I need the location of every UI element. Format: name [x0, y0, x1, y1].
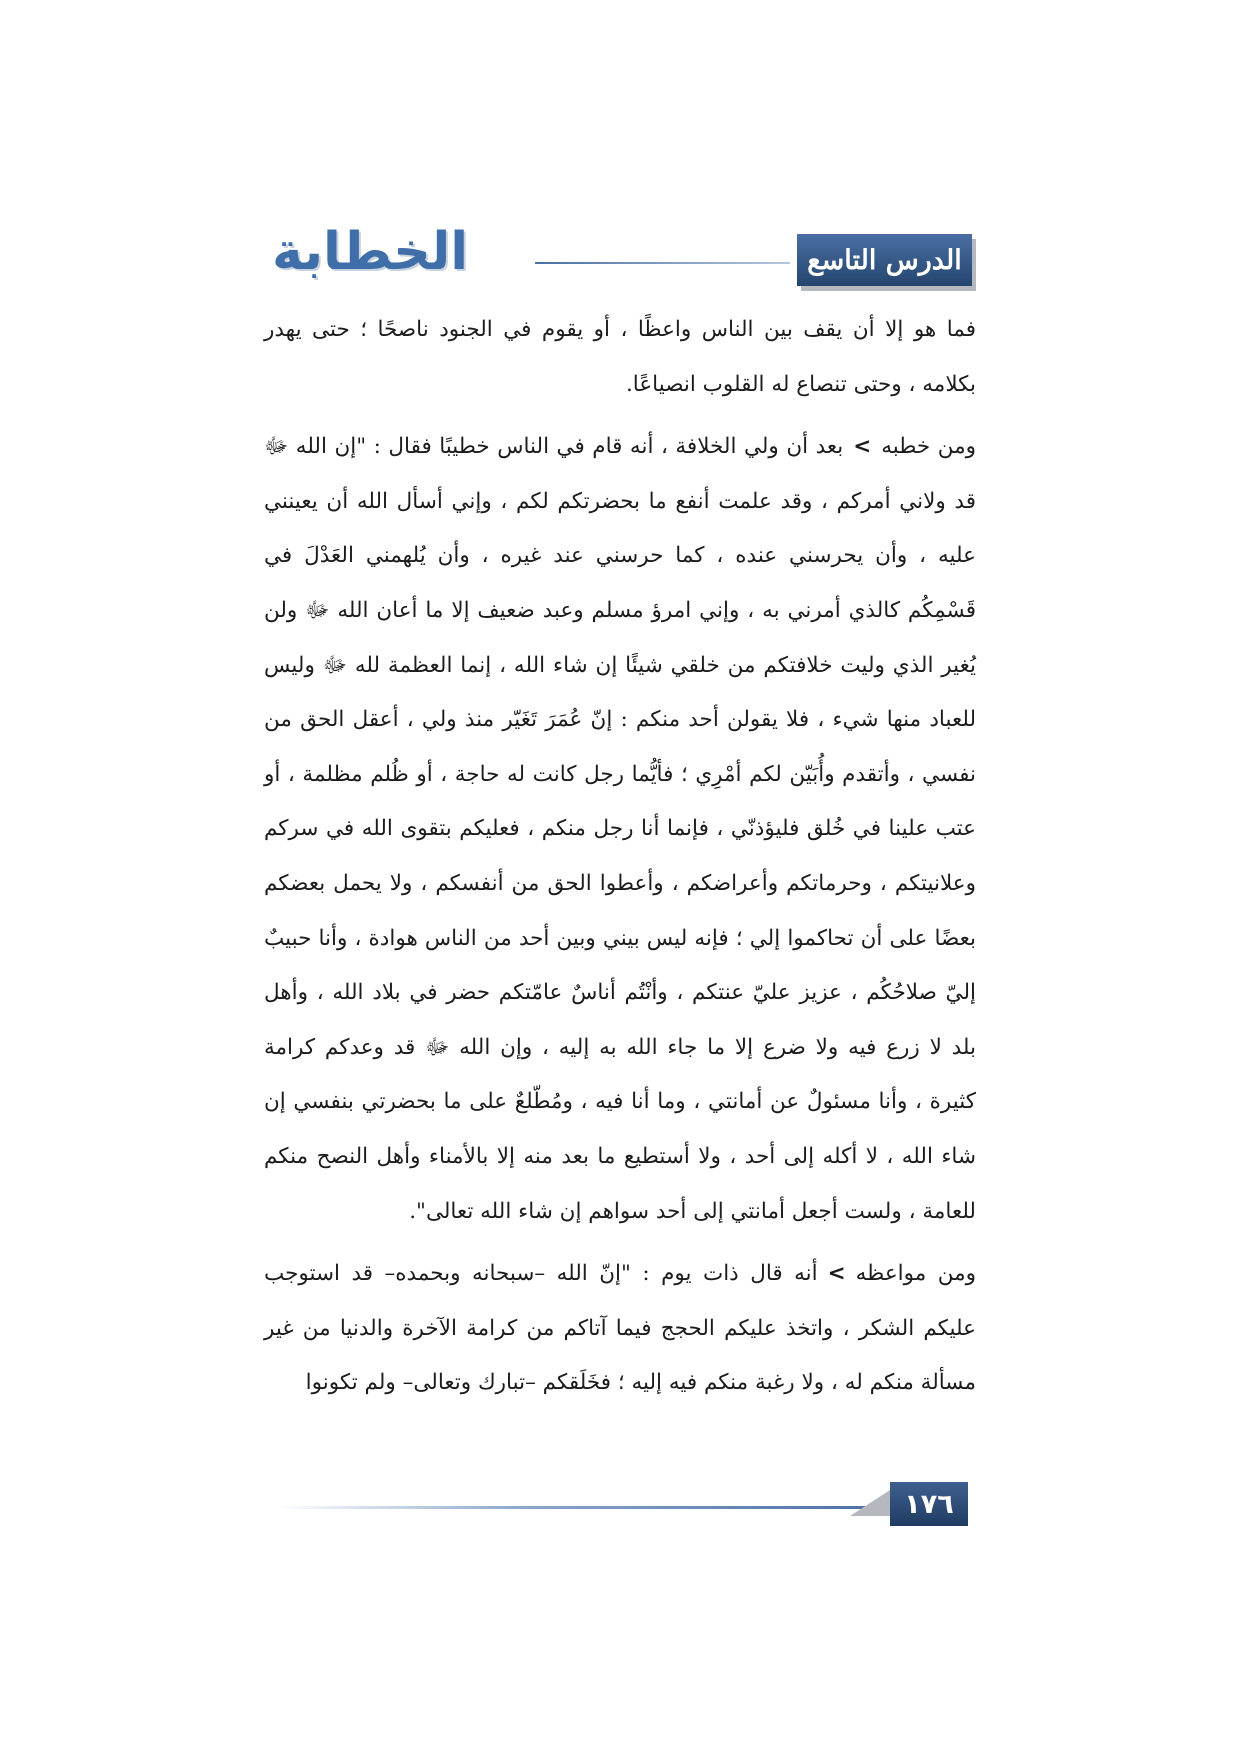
paragraph-3-lead: ومن مواعظه — [855, 1261, 976, 1287]
lesson-label: الدرس التاسع — [797, 234, 972, 286]
paragraph-2-text: بعد أن ولي الخلافة ، أنه قام في الناس خطيبًا فقال : "إن الله ﷻ قد ولاني أمركم ، وقد علمت أنفع ما بحضرتكم لكم ، وإني أسأل الله أن يعينني عليه ، وأن يحرسني عنده ، كما حرسني عند غيره ، وأن يُلهمني العَدْلَ في قَسْمِكُم كالذي أمرني به ، وإني امرؤ مسلم وعبد ضعيف إلا ما أعان الله ﷻ ولن يُغير الذي وليت خلافتكم من خلقي شيئًا إن شاء الله ، إنما العظمة لله ﷻ وليس للعباد منها شيء ، فلا يقولن أحد منكم : إنّ عُمَرَ تَغَيّر منذ ولي ، أعقل الحق من نفسي ، وأتقدم وأُبَيّن لكم أمْرِي ؛ فأيُّما رجل كانت له حاجة ، أو ظُلم مظلمة ، أو عتب علينا في خُلق فليؤذنّي ، فإنما أنا رجل منكم ، فعليكم بتقوى الله في سركم وعلانيتكم ، وحرماتكم وأعراضكم ، وأعطوا الحق من أنفسكم ، ولا يحمل بعضكم بعضًا على أن تحاكموا إلي ؛ فإنه ليس بيني وبين أحد من الناس هوادة ، وأنا حبيبٌ إليّ صلاحُكُم ، عزيز عليّ عنتكم ، وأنْتُم أناسٌ عامّتكم حضر في بلاد الله ، وأهل بلد لا زرع فيه ولا ضرع إلا ما جاء الله به إليه ، وإن الله ﷻ قد وعدكم كرامة كثيرة ، وأنا مسئولٌ عن أمانتي ، وما أنا فيه ، ومُطّلعٌ على ما بحضرتي بنفسي إن شاء الله ، لا أكله إلى أحد ، ولا أستطيع ما بعد منه إلا بالأمناء وأهل النصح منكم للعامة ، ولست أجعل أمانتي إلى أحد سواهم إن شاء الله تعالى". — [264, 434, 976, 1224]
paragraph-1: فما هو إلا أن يقف بين الناس واعظًا ، أو يقوم في الجنود ناصحًا ؛ حتى يهدر بكلامه ، وحتى تنصاع له القلوب انصياعًا. — [264, 317, 976, 397]
header-divider — [535, 262, 790, 264]
page-header — [272, 222, 972, 292]
paragraph-3 — [264, 1247, 976, 1411]
paragraph-2-lead: ومن خطبه — [881, 434, 977, 460]
footer-shadow — [850, 1490, 890, 1516]
paragraph-2 — [264, 420, 976, 1239]
footer-divider — [276, 1506, 891, 1509]
honorific-symbol: > — [827, 1261, 846, 1287]
paragraph-3-text: أنه قال ذات يوم : "إنّ الله –سبحانه وبحمده– قد استوجب عليكم الشكر ، واتخذ عليكم الحجج فيما آتاكم من كرامة الآخرة والدنيا من غير مسألة منكم له ، ولا رغبة منكم فيه إليه ؛ فخَلَقكم –تبارك وتعالى– ولم تكونوا — [264, 1261, 976, 1396]
chapter-title: الخطابة — [272, 222, 469, 282]
body-text — [264, 303, 976, 1411]
honorific-symbol: > — [853, 434, 872, 460]
page-number: ١٧٦ — [890, 1482, 968, 1526]
